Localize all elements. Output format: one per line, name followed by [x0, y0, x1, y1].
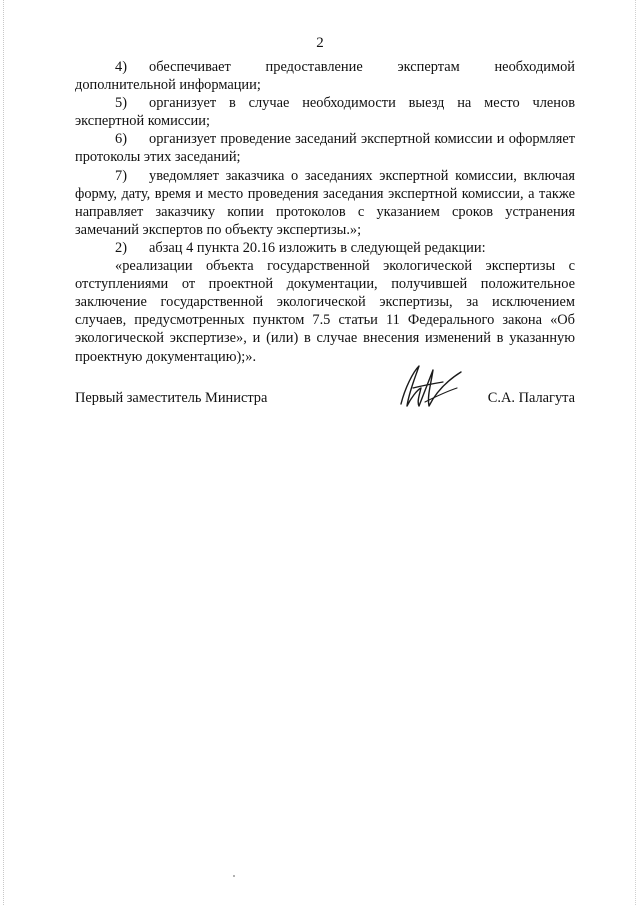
list-item-number: 7) [115, 167, 127, 184]
list-item-text: уведомляет заказчика о заседаниях экспертной комиссии, включая форму, дату, время и место проведения заседания экспертной комиссии, а также направляет заказчику копии протоколов с указанием сроков устранения замечаний экспертов по объекту экспертизы.»; [75, 167, 575, 238]
document-body [75, 58, 575, 366]
list-item [75, 58, 575, 94]
signatory-name: С.А. Палагута [487, 390, 575, 406]
list-item-text: организует в случае необходимости выезд на место членов экспертной комиссии; [75, 95, 575, 130]
list-item-number: 2) [115, 239, 127, 256]
signature-block [75, 390, 575, 410]
signatory-title: Первый заместитель Министра [75, 390, 268, 406]
list-item [75, 167, 575, 239]
page-number: 2 [316, 35, 324, 51]
scan-edge-left [3, 0, 4, 905]
list-item-number: 5) [115, 95, 127, 112]
list-item [75, 94, 575, 130]
quoted-paragraph: «реализации объекта государственной экологической экспертизы с отступлениями от проектной документации, получившей положительное заключение государственной экологической экспертизы, за исключением случаев, предусмотренных пунктом 7.5 статьи 11 Федерального закона «Об экологической экспертизе», и (или) в случае внесения изменений в указанную проектную документацию);». [75, 258, 575, 365]
list-item [75, 130, 575, 166]
list-item-text: организует проведение заседаний экспертной комиссии и оформляет протоколы этих заседаний; [75, 131, 575, 166]
scan-edge-right [635, 0, 636, 905]
scan-speck [233, 875, 235, 877]
list-item-number: 4) [115, 59, 127, 75]
list-item-text: обеспечивает предоставление экспертам необходимой дополнительной информации; [75, 59, 575, 94]
list-item-number: 6) [115, 131, 127, 148]
list-item [75, 239, 575, 257]
list-item-text: абзац 4 пункта 20.16 изложить в следующей редакции: [149, 239, 486, 256]
